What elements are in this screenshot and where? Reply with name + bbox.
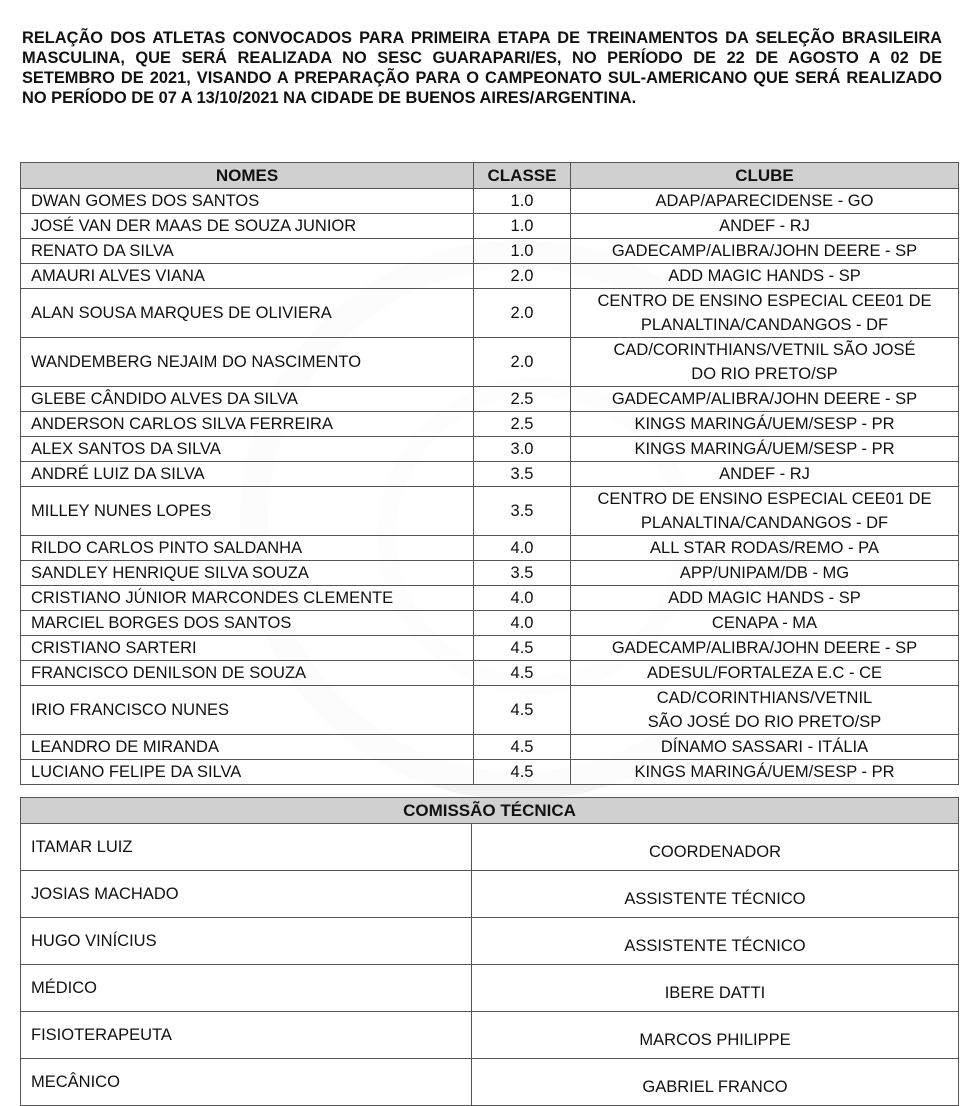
- staff-role: ASSISTENTE TÉCNICO: [472, 871, 959, 918]
- athlete-class: 3.5: [474, 462, 571, 487]
- table-row: [21, 965, 959, 1012]
- table-row: [21, 586, 959, 611]
- athlete-name: DWAN GOMES DOS SANTOS: [21, 189, 474, 214]
- header-class: CLASSE: [474, 163, 571, 189]
- athlete-name: WANDEMBERG NEJAIM DO NASCIMENTO: [21, 338, 474, 387]
- athlete-club: KINGS MARINGÁ/UEM/SESP - PR: [571, 437, 959, 462]
- athlete-club: [571, 686, 959, 735]
- staff-table: [20, 797, 959, 1106]
- table-row: [21, 661, 959, 686]
- athlete-class: 3.5: [474, 561, 571, 586]
- header-names: NOMES: [21, 163, 474, 189]
- staff-name: MECÂNICO: [21, 1059, 472, 1106]
- athlete-name: SANDLEY HENRIQUE SILVA SOUZA: [21, 561, 474, 586]
- athlete-class: 2.5: [474, 412, 571, 437]
- table-row: [21, 536, 959, 561]
- table-row: [21, 760, 959, 785]
- athlete-class: 4.0: [474, 586, 571, 611]
- athlete-class: 4.5: [474, 760, 571, 785]
- table-row: [21, 611, 959, 636]
- table-row: [21, 412, 959, 437]
- staff-role: GABRIEL FRANCO: [472, 1059, 959, 1106]
- club-line-1: CAD/CORINTHIANS/VETNIL: [656, 689, 873, 707]
- athlete-club: KINGS MARINGÁ/UEM/SESP - PR: [571, 412, 959, 437]
- table-row: [21, 338, 959, 387]
- table-row: [21, 871, 959, 918]
- athlete-name: GLEBE CÂNDIDO ALVES DA SILVA: [21, 387, 474, 412]
- athlete-name: JOSÉ VAN DER MAAS DE SOUZA JUNIOR: [21, 214, 474, 239]
- staff-name: JOSIAS MACHADO: [21, 871, 472, 918]
- table-row: [21, 437, 959, 462]
- athlete-club: ADESUL/FORTALEZA E.C - CE: [571, 661, 959, 686]
- athlete-name: LUCIANO FELIPE DA SILVA: [21, 760, 474, 785]
- athlete-club: [571, 289, 959, 338]
- athlete-club: GADECAMP/ALIBRA/JOHN DEERE - SP: [571, 636, 959, 661]
- club-line-1: CENTRO DE ENSINO ESPECIAL CEE01 DE: [597, 490, 932, 508]
- athlete-club: ADAP/APARECIDENSE - GO: [571, 189, 959, 214]
- athlete-class: 3.5: [474, 487, 571, 536]
- athlete-club: [571, 487, 959, 536]
- athlete-name: RENATO DA SILVA: [21, 239, 474, 264]
- athlete-class: 4.0: [474, 611, 571, 636]
- club-line-2: DO RIO PRETO/SP: [691, 365, 838, 383]
- athlete-club: ALL STAR RODAS/REMO - PA: [571, 536, 959, 561]
- table-row: [21, 387, 959, 412]
- athletes-table: [20, 162, 959, 785]
- table-row: [21, 239, 959, 264]
- table-row: [21, 686, 959, 735]
- table-row: [21, 487, 959, 536]
- athlete-class: 4.0: [474, 536, 571, 561]
- athlete-club: GADECAMP/ALIBRA/JOHN DEERE - SP: [571, 239, 959, 264]
- table-row: [21, 824, 959, 871]
- athlete-name: CRISTIANO JÚNIOR MARCONDES CLEMENTE: [21, 586, 474, 611]
- athlete-club: ANDEF - RJ: [571, 462, 959, 487]
- table-row: [21, 1012, 959, 1059]
- staff-role: ASSISTENTE TÉCNICO: [472, 918, 959, 965]
- staff-header-row: [21, 798, 959, 824]
- athlete-class: 2.5: [474, 387, 571, 412]
- athlete-name: FRANCISCO DENILSON DE SOUZA: [21, 661, 474, 686]
- athlete-name: RILDO CARLOS PINTO SALDANHA: [21, 536, 474, 561]
- athlete-class: 2.0: [474, 289, 571, 338]
- athlete-name: ALAN SOUSA MARQUES DE OLIVIERA: [21, 289, 474, 338]
- athlete-name: IRIO FRANCISCO NUNES: [21, 686, 474, 735]
- document-intro: RELAÇÃO DOS ATLETAS CONVOCADOS PARA PRIMEIRA ETAPA DE TREINAMENTOS DA SELEÇÃO BRASILEIRA MASCULINA, QUE SERÁ REALIZADA NO SESC GUARAPARI/ES, NO PERÍODO DE 22 DE AGOSTO A 02 DE SETEMBRO DE 2021, VISANDO A PREPARAÇÃO PARA O CAMPEONATO SUL-AMERICANO QUE SERÁ REALIZADO NO PERÍODO DE 07 A 13/10/2021 NA CIDADE DE BUENOS AIRES/ARGENTINA.: [22, 29, 942, 107]
- staff-role: MARCOS PHILIPPE: [472, 1012, 959, 1059]
- athlete-name: ALEX SANTOS DA SILVA: [21, 437, 474, 462]
- athlete-class: 1.0: [474, 239, 571, 264]
- athlete-class: 1.0: [474, 189, 571, 214]
- athlete-class: 3.0: [474, 437, 571, 462]
- athlete-class: 4.5: [474, 735, 571, 760]
- staff-name: ITAMAR LUIZ: [21, 824, 472, 871]
- athlete-name: MILLEY NUNES LOPES: [21, 487, 474, 536]
- athlete-class: 2.0: [474, 264, 571, 289]
- table-row: [21, 1059, 959, 1106]
- athlete-class: 2.0: [474, 338, 571, 387]
- table-row: [21, 561, 959, 586]
- table-row: [21, 289, 959, 338]
- club-line-2: PLANALTINA/CANDANGOS - DF: [640, 514, 889, 532]
- athlete-club: ADD MAGIC HANDS - SP: [571, 264, 959, 289]
- athlete-club: GADECAMP/ALIBRA/JOHN DEERE - SP: [571, 387, 959, 412]
- table-row: [21, 189, 959, 214]
- table-header-row: [21, 163, 959, 189]
- athlete-club: ADD MAGIC HANDS - SP: [571, 586, 959, 611]
- athlete-class: 4.5: [474, 636, 571, 661]
- header-club: CLUBE: [571, 163, 959, 189]
- staff-title: COMISSÃO TÉCNICA: [21, 798, 959, 824]
- athlete-name: CRISTIANO SARTERI: [21, 636, 474, 661]
- athlete-club: [571, 338, 959, 387]
- club-line-2: SÃO JOSÉ DO RIO PRETO/SP: [647, 713, 882, 731]
- club-line-1: CAD/CORINTHIANS/VETNIL SÃO JOSÉ: [613, 341, 916, 359]
- athlete-name: AMAURI ALVES VIANA: [21, 264, 474, 289]
- table-row: [21, 462, 959, 487]
- table-row: [21, 214, 959, 239]
- staff-name: MÉDICO: [21, 965, 472, 1012]
- staff-role: IBERE DATTI: [472, 965, 959, 1012]
- athlete-name: ANDRÉ LUIZ DA SILVA: [21, 462, 474, 487]
- athlete-club: APP/UNIPAM/DB - MG: [571, 561, 959, 586]
- athlete-class: 4.5: [474, 661, 571, 686]
- table-row: [21, 264, 959, 289]
- athlete-club: DÍNAMO SASSARI - ITÁLIA: [571, 735, 959, 760]
- athlete-class: 4.5: [474, 686, 571, 735]
- athlete-name: MARCIEL BORGES DOS SANTOS: [21, 611, 474, 636]
- staff-role: COORDENADOR: [472, 824, 959, 871]
- table-row: [21, 735, 959, 760]
- athlete-club: ANDEF - RJ: [571, 214, 959, 239]
- club-line-2: PLANALTINA/CANDANGOS - DF: [640, 316, 889, 334]
- athlete-club: CENAPA - MA: [571, 611, 959, 636]
- table-row: [21, 918, 959, 965]
- staff-name: HUGO VINÍCIUS: [21, 918, 472, 965]
- athlete-class: 1.0: [474, 214, 571, 239]
- athlete-name: LEANDRO DE MIRANDA: [21, 735, 474, 760]
- staff-name: FISIOTERAPEUTA: [21, 1012, 472, 1059]
- table-row: [21, 636, 959, 661]
- athlete-club: KINGS MARINGÁ/UEM/SESP - PR: [571, 760, 959, 785]
- club-line-1: CENTRO DE ENSINO ESPECIAL CEE01 DE: [597, 292, 932, 310]
- athlete-name: ANDERSON CARLOS SILVA FERREIRA: [21, 412, 474, 437]
